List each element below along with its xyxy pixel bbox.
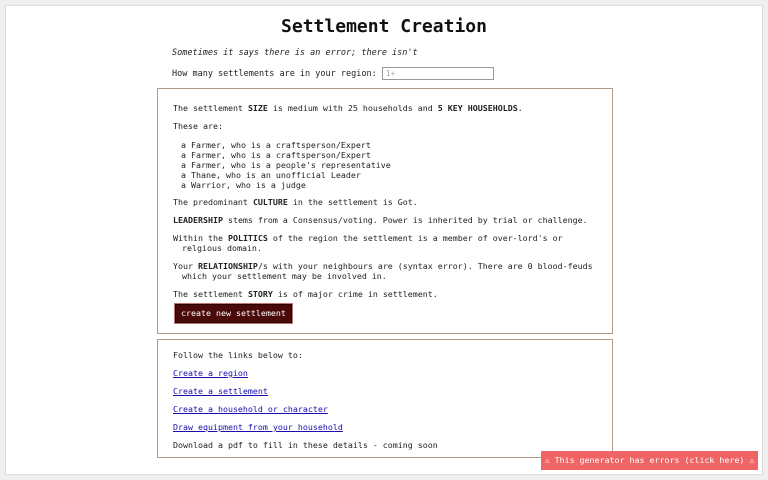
error-note: Sometimes it says there is an error; there isn't	[172, 48, 418, 58]
story-post: is of major crime in settlement.	[272, 289, 438, 299]
household-item: a Warrior, who is a judge	[181, 180, 306, 190]
story-line	[173, 289, 597, 299]
download-note: Download a pdf to fill in these details - coming soon	[173, 440, 438, 450]
household-list	[173, 140, 597, 190]
page-container	[5, 5, 763, 475]
links-intro: Follow the links below to:	[173, 350, 303, 360]
relationship-line	[173, 261, 597, 281]
settlement-count-input[interactable]	[382, 67, 494, 80]
household-item: a Farmer, who is a craftsperson/Expert	[181, 150, 371, 160]
relationship-key: RELATIONSHIP	[197, 261, 258, 271]
leadership-line	[173, 215, 597, 225]
create-new-settlement-button[interactable]: create new settlement	[175, 304, 292, 323]
politics-line	[173, 233, 597, 253]
leadership-post: stems from a Consensus/voting. Power is inherited by trial or challenge.	[222, 215, 588, 225]
culture-line	[173, 197, 597, 207]
links-panel	[157, 339, 613, 458]
story-pre: The settlement	[173, 289, 248, 299]
politics-key: POLITICS	[227, 233, 268, 243]
household-item: a Farmer, who is a craftsperson/Expert	[181, 140, 371, 150]
settlement-result-panel	[157, 88, 613, 334]
politics-pre: Within the	[173, 233, 228, 243]
relationship-pre: Your	[173, 261, 198, 271]
create-settlement-link[interactable]: Create a settlement	[173, 386, 268, 396]
relationship-post: /s with your neighbours are (syntax error). There are 0 blood-feuds which your settlement may be involved in.	[182, 261, 593, 281]
key-households-key: 5 KEY HOUSEHOLDS	[437, 103, 518, 113]
culture-post: in the settlement is Got.	[287, 197, 418, 207]
generator-error-badge[interactable]: ⚠ This generator has errors (click here) ⚠	[541, 451, 758, 470]
size-key: SIZE	[247, 103, 268, 113]
settlement-count-label: How many settlements are in your region:	[172, 68, 377, 79]
size-mid: is medium with 25 households and	[267, 103, 438, 113]
size-post: .	[517, 103, 523, 113]
settlement-count-row	[172, 67, 494, 80]
create-region-link[interactable]: Create a region	[173, 368, 248, 378]
size-pre: The settlement	[173, 103, 248, 113]
leadership-key: LEADERSHIP	[173, 215, 223, 225]
household-item: a Farmer, who is a people's representative	[181, 160, 391, 170]
culture-pre: The predominant	[173, 197, 253, 207]
these-are-label: These are:	[173, 121, 223, 131]
culture-key: CULTURE	[252, 197, 288, 207]
story-key: STORY	[247, 289, 273, 299]
politics-post: of the region the settlement is a member of over-lord's or relgious domain.	[182, 233, 563, 253]
household-item: a Thane, who is an unofficial Leader	[181, 170, 361, 180]
draw-equipment-link[interactable]: Draw equipment from your household	[173, 422, 343, 432]
create-household-link[interactable]: Create a household or character	[173, 404, 328, 414]
size-line	[173, 103, 597, 113]
page-title: Settlement Creation	[281, 16, 487, 37]
